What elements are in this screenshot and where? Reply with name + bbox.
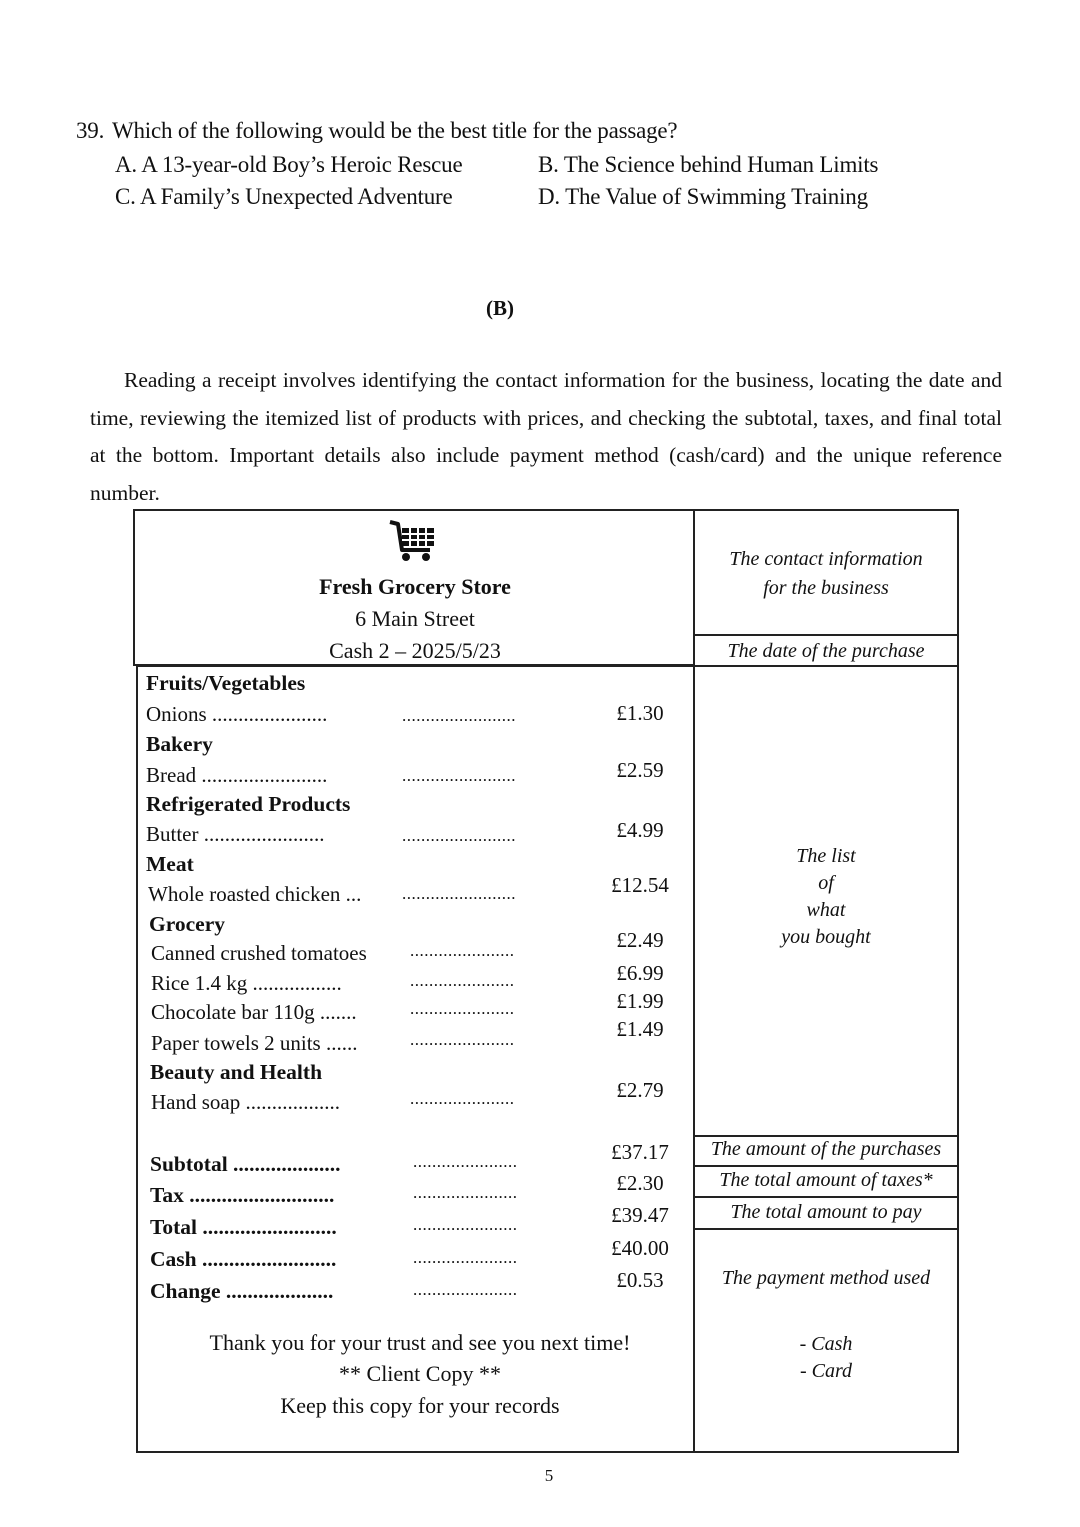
item-dots: ...................... — [410, 1030, 515, 1049]
category-beauty-health: Beauty and Health — [150, 1060, 323, 1084]
item-dots: ...................... — [410, 971, 515, 990]
page-number: 5 — [544, 1466, 554, 1485]
item-dots: ........................ — [402, 706, 516, 725]
total-dots: ...................... — [413, 1152, 518, 1171]
option-d: D. The Value of Swimming Training — [538, 184, 868, 209]
note-contact-line2: for the business — [763, 577, 889, 599]
item-name: Hand soap .................. — [151, 1090, 340, 1114]
note-total: The total amount to pay — [730, 1201, 922, 1223]
category-meat: Meat — [146, 852, 194, 876]
keep-copy-text: Keep this copy for your records — [280, 1393, 560, 1418]
cash-label: Cash ......................... — [150, 1247, 337, 1271]
tax-amount: £2.30 — [616, 1171, 664, 1195]
item-name: Butter ....................... — [146, 822, 325, 846]
item-name: Chocolate bar 110g ....... — [151, 1000, 357, 1024]
divider — [695, 1228, 957, 1230]
item-dots: ...................... — [410, 999, 515, 1018]
note-list-line4: you bought — [781, 926, 871, 948]
category-refrigerated: Refrigerated Products — [146, 792, 351, 816]
category-grocery: Grocery — [149, 912, 226, 936]
store-address: 6 Main Street — [355, 606, 475, 631]
note-tax: The total amount of taxes* — [719, 1169, 933, 1191]
question-stem: Which of the following would be the best title for the passage? — [112, 118, 678, 143]
store-name: Fresh Grocery Store — [319, 574, 511, 599]
change-label: Change .................... — [150, 1279, 334, 1303]
note-method-cash: - Cash — [799, 1333, 853, 1355]
item-name: Canned crushed tomatoes — [151, 941, 367, 965]
subtotal-amount: £37.17 — [611, 1140, 669, 1164]
item-price: £6.99 — [616, 961, 664, 985]
subtotal-label: Subtotal .................... — [150, 1152, 341, 1176]
category-bakery: Bakery — [146, 732, 213, 756]
total-amount: £39.47 — [611, 1203, 669, 1227]
category-fruits-vegetables: Fruits/Vegetables — [146, 671, 306, 695]
item-dots: ........................ — [402, 884, 516, 903]
total-dots: ...................... — [413, 1280, 518, 1299]
item-dots: ........................ — [402, 826, 516, 845]
option-a: A. A 13-year-old Boy’s Heroic Rescue — [115, 152, 463, 177]
item-dots: ........................ — [402, 766, 516, 785]
item-price: £1.49 — [616, 1017, 664, 1041]
shopping-cart-icon — [388, 518, 438, 564]
note-list-line3: what — [806, 899, 846, 921]
item-name: Onions ...................... — [146, 702, 328, 726]
note-list-line1: The list — [796, 845, 856, 867]
change-amount: £0.53 — [616, 1268, 664, 1292]
item-dots: ...................... — [410, 941, 515, 960]
note-list-line2: of — [818, 872, 834, 894]
item-price: £1.99 — [616, 989, 664, 1013]
item-price: £12.54 — [611, 873, 669, 897]
note-date: The date of the purchase — [727, 640, 925, 662]
thank-you-text: Thank you for your trust and see you next time! — [209, 1330, 631, 1355]
item-dots: ...................... — [410, 1089, 515, 1108]
item-price: £2.79 — [616, 1078, 664, 1102]
cash-amount: £40.00 — [611, 1236, 669, 1260]
item-name: Whole roasted chicken ... — [148, 882, 362, 906]
total-label: Total ......................... — [150, 1215, 337, 1239]
note-payment: The payment method used — [721, 1267, 931, 1289]
item-price: £4.99 — [616, 818, 664, 842]
note-method-card: - Card — [799, 1360, 853, 1382]
option-c: C. A Family’s Unexpected Adventure — [115, 184, 453, 209]
note-subtotal: The amount of the purchases — [710, 1138, 942, 1160]
section-label: (B) — [486, 296, 514, 320]
item-price: £2.59 — [616, 758, 664, 782]
total-dots: ...................... — [413, 1215, 518, 1234]
intro-paragraph: Reading a receipt involves identifying the contact information for the business, locating the date and time, reviewing the itemized list of products with prices, and checking the subtotal, taxes, and final total at the bottom. Important details also include payment method (cash/card) and the unique reference number. — [90, 368, 1002, 505]
item-name: Paper towels 2 units ...... — [151, 1031, 358, 1055]
total-dots: ...................... — [413, 1183, 518, 1202]
item-price: £2.49 — [616, 928, 664, 952]
divider — [693, 634, 959, 636]
tax-label: Tax ........................... — [150, 1183, 335, 1207]
question-number: 39. — [76, 118, 105, 143]
item-price: £1.30 — [616, 701, 664, 725]
item-name: Rice 1.4 kg ................. — [151, 971, 342, 995]
option-b: B. The Science behind Human Limits — [538, 152, 879, 177]
client-copy-text: ** Client Copy ** — [339, 1361, 501, 1386]
total-dots: ...................... — [413, 1248, 518, 1267]
item-name: Bread ........................ — [146, 763, 328, 787]
register-date: Cash 2 – 2025/5/23 — [329, 638, 501, 663]
note-contact-line1: The contact information — [729, 548, 923, 570]
